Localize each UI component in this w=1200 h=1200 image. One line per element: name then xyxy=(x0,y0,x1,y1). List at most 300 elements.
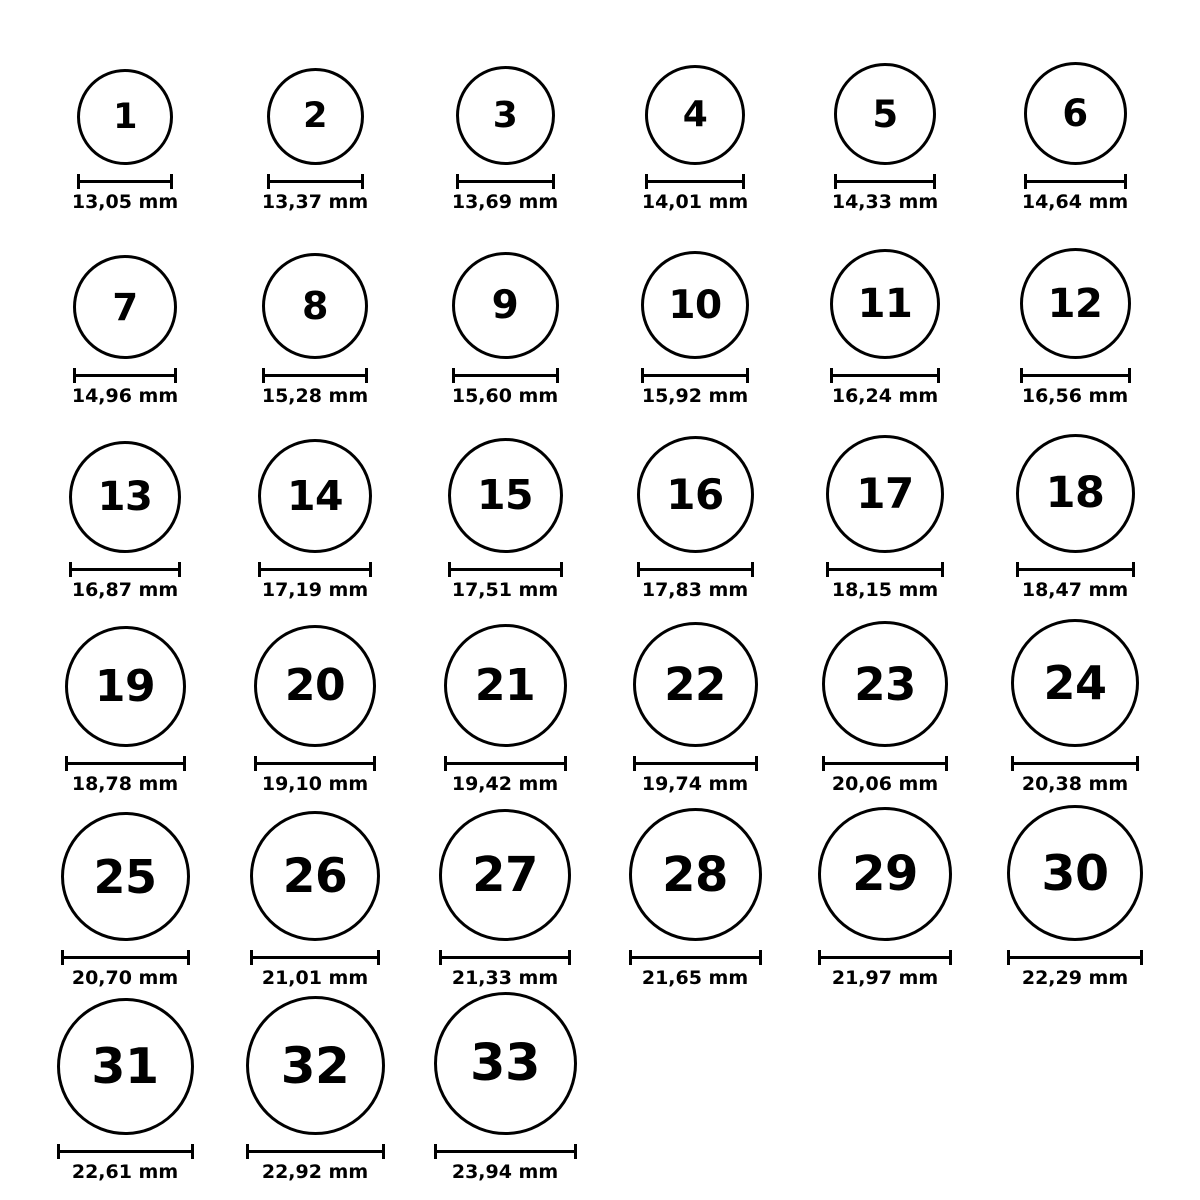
ring-circle xyxy=(830,249,940,359)
ring-size-cell xyxy=(980,805,1170,988)
ruler-cap-right xyxy=(941,562,944,577)
ruler-cap-left xyxy=(637,562,640,577)
ruler-cap-right xyxy=(568,950,571,965)
ruler-cap-right xyxy=(949,950,952,965)
ring-size-cell xyxy=(600,622,790,794)
ruler-cap-right xyxy=(552,174,555,189)
ruler-cap-right xyxy=(564,756,567,771)
ruler-cap-left xyxy=(258,562,261,577)
diameter-label: 18,47 mm xyxy=(1021,579,1129,601)
ring-size-cell xyxy=(790,435,980,600)
ruler-bar xyxy=(434,1150,577,1153)
ring-circle xyxy=(267,68,364,165)
ruler-bar xyxy=(77,180,173,183)
ruler-cap-right xyxy=(945,756,948,771)
diameter-ruler xyxy=(629,950,762,963)
size-row xyxy=(30,600,1170,794)
ring-size-number: 33 xyxy=(470,1034,540,1093)
ring-size-number: 27 xyxy=(472,847,538,903)
diameter-label: 19,74 mm xyxy=(641,773,749,795)
ring-size-cell xyxy=(30,998,220,1182)
size-row xyxy=(30,18,1170,212)
ruler-cap-left xyxy=(250,950,253,965)
ruler-bar xyxy=(830,374,940,377)
ruler-cap-left xyxy=(77,174,80,189)
ruler-cap-left xyxy=(444,756,447,771)
diameter-label: 14,64 mm xyxy=(1021,191,1129,213)
diameter-label: 15,28 mm xyxy=(261,385,369,407)
ring-size-number: 10 xyxy=(668,282,722,328)
ruler-cap-left xyxy=(629,950,632,965)
ruler-cap-right xyxy=(361,174,364,189)
ruler-cap-right xyxy=(751,562,754,577)
ring-size-number: 12 xyxy=(1047,280,1103,327)
diameter-ruler xyxy=(830,368,940,381)
diameter-ruler xyxy=(65,756,186,769)
ring-size-cell xyxy=(220,625,410,794)
ring-size-cell xyxy=(600,251,790,406)
diameter-ruler xyxy=(456,174,555,187)
ruler-bar xyxy=(452,374,559,377)
diameter-ruler xyxy=(834,174,936,187)
diameter-label: 17,51 mm xyxy=(451,579,559,601)
ring-circle-wrap xyxy=(73,255,177,359)
ruler-cap-right xyxy=(1136,756,1139,771)
ruler-bar xyxy=(448,568,563,571)
ring-size-cell xyxy=(30,626,220,794)
ruler-cap-right xyxy=(1140,950,1143,965)
ring-circle-wrap xyxy=(818,807,952,941)
diameter-ruler xyxy=(1007,950,1143,963)
ruler-bar xyxy=(250,956,380,959)
ruler-cap-left xyxy=(1020,368,1023,383)
ring-size-cell xyxy=(410,438,600,600)
ring-circle xyxy=(69,441,181,553)
diameter-label: 13,69 mm xyxy=(451,191,559,213)
ring-size-number: 17 xyxy=(856,469,914,518)
ruler-bar xyxy=(246,1150,385,1153)
ruler-bar xyxy=(645,180,745,183)
diameter-ruler xyxy=(444,756,567,769)
ruler-cap-left xyxy=(641,368,644,383)
diameter-ruler xyxy=(77,174,173,187)
ring-size-number: 14 xyxy=(286,471,344,520)
ring-circle xyxy=(246,996,385,1135)
ruler-bar xyxy=(444,762,567,765)
diameter-label: 22,29 mm xyxy=(1021,967,1129,989)
ring-circle-wrap xyxy=(826,435,944,553)
ruler-cap-left xyxy=(65,756,68,771)
ruler-bar xyxy=(1007,956,1143,959)
ring-size-number: 21 xyxy=(474,659,536,711)
ring-size-cell xyxy=(410,624,600,794)
ring-size-cell xyxy=(410,66,600,212)
diameter-ruler xyxy=(434,1144,577,1157)
ruler-bar xyxy=(826,568,944,571)
diameter-ruler xyxy=(61,950,190,963)
ring-circle-wrap xyxy=(1007,805,1143,941)
ruler-cap-right xyxy=(574,1144,577,1159)
ring-size-number: 8 xyxy=(302,284,328,328)
ring-circle xyxy=(834,63,936,165)
ring-circle xyxy=(73,255,177,359)
ruler-cap-right xyxy=(377,950,380,965)
ruler-cap-left xyxy=(1011,756,1014,771)
ruler-bar xyxy=(258,568,372,571)
diameter-label: 19,10 mm xyxy=(261,773,369,795)
ruler-cap-right xyxy=(369,562,372,577)
ruler-cap-right xyxy=(170,174,173,189)
ruler-cap-right xyxy=(187,950,190,965)
ring-size-cell xyxy=(220,439,410,600)
ruler-cap-left xyxy=(448,562,451,577)
ruler-cap-right xyxy=(373,756,376,771)
ring-circle-wrap xyxy=(448,438,563,553)
ring-size-cell xyxy=(220,253,410,406)
ring-size-cell xyxy=(30,441,220,600)
ruler-bar xyxy=(65,762,186,765)
ring-circle-wrap xyxy=(452,252,559,359)
ruler-cap-left xyxy=(822,756,825,771)
ruler-cap-left xyxy=(254,756,257,771)
diameter-label: 17,19 mm xyxy=(261,579,369,601)
ruler-bar xyxy=(1011,762,1139,765)
ruler-cap-left xyxy=(830,368,833,383)
diameter-label: 23,94 mm xyxy=(451,1161,559,1183)
diameter-ruler xyxy=(1011,756,1139,769)
ruler-cap-right xyxy=(933,174,936,189)
diameter-label: 22,61 mm xyxy=(71,1161,179,1183)
diameter-ruler xyxy=(1024,174,1127,187)
diameter-ruler xyxy=(258,562,372,575)
diameter-label: 17,83 mm xyxy=(641,579,749,601)
diameter-label: 16,56 mm xyxy=(1021,385,1129,407)
ring-size-number: 16 xyxy=(666,469,724,519)
ruler-bar xyxy=(73,374,177,377)
size-row xyxy=(30,406,1170,600)
ruler-bar xyxy=(822,762,948,765)
ruler-cap-left xyxy=(73,368,76,383)
diameter-label: 13,05 mm xyxy=(71,191,179,213)
ring-circle-wrap xyxy=(444,624,567,747)
ring-size-cell xyxy=(790,807,980,988)
ring-circle xyxy=(439,809,571,941)
ring-size-number: 31 xyxy=(91,1038,159,1095)
diameter-label: 14,33 mm xyxy=(831,191,939,213)
diameter-ruler xyxy=(448,562,563,575)
ruler-bar xyxy=(254,762,376,765)
ring-size-cell xyxy=(30,812,220,988)
ring-circle xyxy=(258,439,372,553)
ring-size-cell xyxy=(30,69,220,212)
ring-size-cell xyxy=(600,436,790,600)
ring-circle-wrap xyxy=(822,621,948,747)
ring-size-number: 9 xyxy=(491,283,519,328)
diameter-label: 15,92 mm xyxy=(641,385,749,407)
diameter-label: 21,97 mm xyxy=(831,967,939,989)
ring-circle-wrap xyxy=(77,69,173,165)
ring-size-number: 2 xyxy=(303,96,327,136)
ruler-cap-right xyxy=(746,368,749,383)
ruler-cap-left xyxy=(267,174,270,189)
diameter-label: 19,42 mm xyxy=(451,773,559,795)
ring-circle xyxy=(77,69,173,165)
diameter-ruler xyxy=(439,950,571,963)
ruler-bar xyxy=(1024,180,1127,183)
ring-size-cell xyxy=(980,62,1170,212)
ring-size-number: 19 xyxy=(94,660,156,712)
ruler-cap-left xyxy=(434,1144,437,1159)
ring-size-cell xyxy=(790,63,980,212)
ring-circle-wrap xyxy=(65,626,186,747)
diameter-label: 22,92 mm xyxy=(261,1161,369,1183)
ruler-bar xyxy=(456,180,555,183)
ring-circle-wrap xyxy=(641,251,749,359)
ruler-bar xyxy=(818,956,952,959)
ring-circle xyxy=(456,66,555,165)
diameter-ruler xyxy=(1016,562,1135,575)
diameter-label: 18,15 mm xyxy=(831,579,939,601)
ring-circle xyxy=(641,251,749,359)
diameter-ruler xyxy=(822,756,948,769)
ruler-cap-left xyxy=(1016,562,1019,577)
ruler-bar xyxy=(57,1150,194,1153)
ruler-cap-left xyxy=(57,1144,60,1159)
ruler-cap-right xyxy=(191,1144,194,1159)
diameter-ruler xyxy=(452,368,559,381)
ruler-cap-right xyxy=(1128,368,1131,383)
ruler-bar xyxy=(633,762,758,765)
ring-size-number: 18 xyxy=(1045,468,1105,518)
diameter-label: 14,96 mm xyxy=(71,385,179,407)
diameter-ruler xyxy=(262,368,368,381)
ring-circle-wrap xyxy=(1011,619,1139,747)
ruler-cap-right xyxy=(560,562,563,577)
ring-circle xyxy=(57,998,194,1135)
ruler-bar xyxy=(641,374,749,377)
ruler-cap-left xyxy=(246,1144,249,1159)
diameter-ruler xyxy=(645,174,745,187)
ruler-cap-left xyxy=(262,368,265,383)
diameter-label: 21,01 mm xyxy=(261,967,369,989)
ruler-cap-right xyxy=(183,756,186,771)
ruler-cap-left xyxy=(834,174,837,189)
ring-size-number: 26 xyxy=(282,848,348,904)
ring-circle xyxy=(826,435,944,553)
diameter-label: 14,01 mm xyxy=(641,191,749,213)
ruler-cap-left xyxy=(633,756,636,771)
ruler-bar xyxy=(834,180,936,183)
diameter-label: 13,37 mm xyxy=(261,191,369,213)
ring-size-number: 20 xyxy=(284,660,346,711)
diameter-ruler xyxy=(250,950,380,963)
ring-circle-wrap xyxy=(267,68,364,165)
ruler-cap-right xyxy=(1124,174,1127,189)
ring-size-cell xyxy=(980,619,1170,794)
diameter-ruler xyxy=(57,1144,194,1157)
ruler-cap-right xyxy=(365,368,368,383)
diameter-label: 21,33 mm xyxy=(451,967,559,989)
ring-circle-wrap xyxy=(57,998,194,1135)
ring-circle xyxy=(1011,619,1139,747)
ring-circle-wrap xyxy=(633,622,758,747)
ring-size-cell xyxy=(30,255,220,406)
ring-size-cell xyxy=(410,252,600,406)
ring-size-cell xyxy=(980,434,1170,600)
ruler-bar xyxy=(61,956,190,959)
ruler-cap-left xyxy=(439,950,442,965)
ruler-bar xyxy=(439,956,571,959)
ruler-cap-right xyxy=(1132,562,1135,577)
ring-circle-wrap xyxy=(254,625,376,747)
diameter-label: 18,78 mm xyxy=(71,773,179,795)
ring-size-number: 4 xyxy=(682,94,708,135)
diameter-ruler xyxy=(254,756,376,769)
ring-circle-wrap xyxy=(61,812,190,941)
ring-circle xyxy=(629,808,762,941)
ruler-cap-left xyxy=(452,368,455,383)
ring-size-number: 1 xyxy=(113,96,137,137)
ring-circle xyxy=(65,626,186,747)
ring-circle xyxy=(637,436,754,553)
ruler-cap-left xyxy=(456,174,459,189)
ring-circle-wrap xyxy=(258,439,372,553)
ring-size-cell xyxy=(220,996,410,1182)
ring-circle-wrap xyxy=(629,808,762,941)
ring-size-number: 15 xyxy=(476,471,534,519)
ring-size-cell xyxy=(790,621,980,794)
diameter-ruler xyxy=(641,368,749,381)
ring-size-cell xyxy=(220,811,410,988)
ruler-cap-left xyxy=(818,950,821,965)
ring-size-cell xyxy=(600,808,790,988)
ring-circle-wrap xyxy=(1016,434,1135,553)
diameter-label: 16,87 mm xyxy=(71,579,179,601)
ruler-cap-left xyxy=(1024,174,1027,189)
diameter-ruler xyxy=(818,950,952,963)
ruler-bar xyxy=(1020,374,1131,377)
diameter-ruler xyxy=(73,368,177,381)
ruler-bar xyxy=(267,180,364,183)
ring-size-number: 3 xyxy=(492,94,518,136)
ring-circle xyxy=(254,625,376,747)
ring-circle-wrap xyxy=(69,441,181,553)
ring-circle-wrap xyxy=(1024,62,1127,165)
ruler-bar xyxy=(637,568,754,571)
ring-size-cell xyxy=(600,65,790,212)
diameter-label: 16,24 mm xyxy=(831,385,939,407)
diameter-label: 20,06 mm xyxy=(831,773,939,795)
ring-circle xyxy=(452,252,559,359)
ring-circle xyxy=(61,812,190,941)
ring-circle xyxy=(633,622,758,747)
ring-size-number: 28 xyxy=(662,846,728,903)
ring-size-number: 5 xyxy=(872,92,898,136)
ring-circle xyxy=(818,807,952,941)
ring-circle-wrap xyxy=(830,249,940,359)
ring-circle-wrap xyxy=(637,436,754,553)
diameter-ruler xyxy=(633,756,758,769)
ring-circle-wrap xyxy=(645,65,745,165)
ring-size-cell xyxy=(980,248,1170,406)
ring-size-number: 25 xyxy=(93,849,157,904)
diameter-ruler xyxy=(69,562,181,575)
ring-size-number: 30 xyxy=(1041,844,1109,902)
ring-circle xyxy=(1024,62,1127,165)
ring-circle xyxy=(1020,248,1131,359)
ring-size-cell xyxy=(790,249,980,406)
ruler-bar xyxy=(1016,568,1135,571)
ruler-cap-right xyxy=(178,562,181,577)
ruler-cap-left xyxy=(645,174,648,189)
ruler-cap-right xyxy=(174,368,177,383)
ring-circle-wrap xyxy=(1020,248,1131,359)
size-row xyxy=(30,212,1170,406)
ring-circle xyxy=(822,621,948,747)
ruler-cap-right xyxy=(742,174,745,189)
ring-size-number: 13 xyxy=(97,474,153,520)
ring-size-number: 32 xyxy=(280,1036,350,1095)
ruler-cap-left xyxy=(61,950,64,965)
ring-size-number: 22 xyxy=(664,658,726,711)
diameter-label: 15,60 mm xyxy=(451,385,559,407)
ring-size-number: 23 xyxy=(854,657,916,711)
ruler-cap-left xyxy=(1007,950,1010,965)
diameter-ruler xyxy=(826,562,944,575)
ruler-cap-right xyxy=(937,368,940,383)
ring-circle xyxy=(434,992,577,1135)
ring-size-number: 11 xyxy=(857,281,913,327)
ruler-cap-right xyxy=(755,756,758,771)
ruler-cap-left xyxy=(69,562,72,577)
ring-circle-wrap xyxy=(456,66,555,165)
ring-size-number: 6 xyxy=(1062,92,1088,135)
ring-size-number: 29 xyxy=(852,846,918,902)
diameter-label: 21,65 mm xyxy=(641,967,749,989)
ring-circle-wrap xyxy=(262,253,368,359)
ring-size-cell xyxy=(410,809,600,988)
ring-circle xyxy=(1007,805,1143,941)
diameter-label: 20,38 mm xyxy=(1021,773,1129,795)
ring-circle-wrap xyxy=(434,992,577,1135)
ruler-bar xyxy=(629,956,762,959)
ring-circle xyxy=(250,811,380,941)
ring-size-number: 7 xyxy=(112,285,138,329)
ring-circle xyxy=(448,438,563,553)
ruler-bar xyxy=(262,374,368,377)
ring-circle xyxy=(645,65,745,165)
ring-size-number: 24 xyxy=(1043,656,1107,710)
ruler-cap-left xyxy=(826,562,829,577)
diameter-ruler xyxy=(1020,368,1131,381)
diameter-label: 20,70 mm xyxy=(71,967,179,989)
diameter-ruler xyxy=(637,562,754,575)
ring-circle xyxy=(262,253,368,359)
size-row xyxy=(30,988,1170,1182)
ring-circle xyxy=(1016,434,1135,553)
ruler-cap-right xyxy=(556,368,559,383)
ruler-cap-right xyxy=(759,950,762,965)
ruler-cap-right xyxy=(382,1144,385,1159)
ring-size-cell xyxy=(410,992,600,1182)
ring-circle xyxy=(444,624,567,747)
ring-circle-wrap xyxy=(834,63,936,165)
diameter-ruler xyxy=(246,1144,385,1157)
ruler-bar xyxy=(69,568,181,571)
ring-circle-wrap xyxy=(439,809,571,941)
ring-circle-wrap xyxy=(250,811,380,941)
size-row xyxy=(30,794,1170,988)
